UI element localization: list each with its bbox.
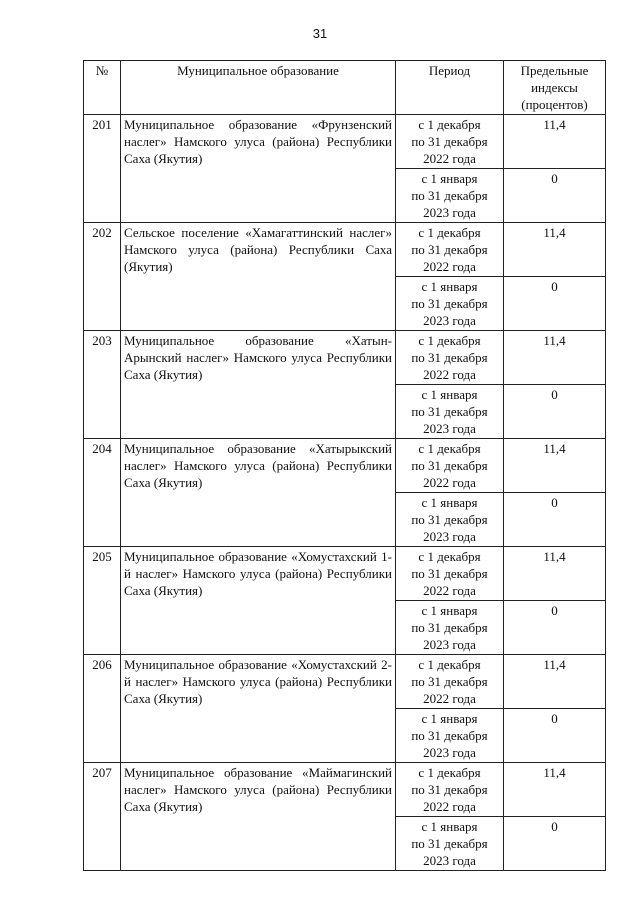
period-line: с 1 января bbox=[421, 387, 478, 402]
header-municipality: Муниципальное образование bbox=[121, 61, 396, 115]
period-line: с 1 января bbox=[421, 819, 478, 834]
period-line: по 31 декабря bbox=[411, 728, 488, 743]
period-cell bbox=[396, 817, 504, 871]
municipality-name: Муниципальное образование «Хатырыкский наслег» Намского улуса (района) Республики Саха (Якутия) bbox=[121, 439, 396, 547]
header-num: № bbox=[84, 61, 121, 115]
period-cell bbox=[396, 655, 504, 709]
period-cell bbox=[396, 169, 504, 223]
period-line: по 31 декабря bbox=[411, 512, 488, 527]
period-line: 2022 года bbox=[423, 367, 476, 382]
index-value: 0 bbox=[504, 169, 606, 223]
period-line: с 1 января bbox=[421, 603, 478, 618]
index-value: 11,4 bbox=[504, 763, 606, 817]
period-line: с 1 января bbox=[421, 171, 478, 186]
period-cell bbox=[396, 439, 504, 493]
index-value: 0 bbox=[504, 385, 606, 439]
period-cell bbox=[396, 601, 504, 655]
period-line: с 1 января bbox=[421, 279, 478, 294]
table-row bbox=[84, 655, 606, 709]
period-line: 2022 года bbox=[423, 691, 476, 706]
period-line: по 31 декабря bbox=[411, 188, 488, 203]
header-row bbox=[84, 61, 606, 115]
period-line: по 31 декабря bbox=[411, 350, 488, 365]
period-line: 2023 года bbox=[423, 745, 476, 760]
municipality-name: Муниципальное образование «Хатын-Арынский наслег» Намского улуса Республики Саха (Якутия) bbox=[121, 331, 396, 439]
municipality-name: Муниципальное образование «Маймагинский наслег» Намского улуса (района) Республики Саха (Якутия) bbox=[121, 763, 396, 871]
period-line: с 1 декабря bbox=[418, 657, 481, 672]
period-cell bbox=[396, 547, 504, 601]
period-line: по 31 декабря bbox=[411, 782, 488, 797]
index-value: 0 bbox=[504, 709, 606, 763]
period-line: по 31 декабря bbox=[411, 296, 488, 311]
municipality-name: Сельское поселение «Хамагаттинский наслег» Намского улуса (района) Республики Саха (Якутия) bbox=[121, 223, 396, 331]
period-line: по 31 декабря bbox=[411, 458, 488, 473]
index-value: 11,4 bbox=[504, 115, 606, 169]
index-value: 11,4 bbox=[504, 439, 606, 493]
period-line: с 1 декабря bbox=[418, 549, 481, 564]
table-row bbox=[84, 547, 606, 601]
municipality-name: Муниципальное образование «Хомустахский 1-й наслег» Намского улуса (района) Республики Саха (Якутия) bbox=[121, 547, 396, 655]
row-number: 205 bbox=[84, 547, 121, 655]
period-line: по 31 декабря bbox=[411, 134, 488, 149]
table-row bbox=[84, 223, 606, 277]
period-line: 2022 года bbox=[423, 259, 476, 274]
period-line: 2023 года bbox=[423, 421, 476, 436]
table-row bbox=[84, 763, 606, 817]
row-number: 201 bbox=[84, 115, 121, 223]
period-line: с 1 декабря bbox=[418, 441, 481, 456]
period-line: 2022 года bbox=[423, 583, 476, 598]
period-line: 2022 года bbox=[423, 799, 476, 814]
period-line: по 31 декабря bbox=[411, 404, 488, 419]
period-line: по 31 декабря bbox=[411, 566, 488, 581]
period-line: по 31 декабря bbox=[411, 836, 488, 851]
index-value: 0 bbox=[504, 601, 606, 655]
table-row bbox=[84, 439, 606, 493]
period-line: 2023 года bbox=[423, 313, 476, 328]
period-cell bbox=[396, 763, 504, 817]
index-value: 0 bbox=[504, 493, 606, 547]
period-cell bbox=[396, 223, 504, 277]
table-row bbox=[84, 331, 606, 385]
period-cell bbox=[396, 493, 504, 547]
period-line: 2023 года bbox=[423, 205, 476, 220]
period-line: с 1 декабря bbox=[418, 333, 481, 348]
period-line: по 31 декабря bbox=[411, 620, 488, 635]
index-value: 11,4 bbox=[504, 547, 606, 601]
index-value: 11,4 bbox=[504, 655, 606, 709]
period-cell bbox=[396, 709, 504, 763]
period-cell bbox=[396, 277, 504, 331]
period-line: с 1 декабря bbox=[418, 117, 481, 132]
period-line: по 31 декабря bbox=[411, 674, 488, 689]
index-value: 11,4 bbox=[504, 223, 606, 277]
period-line: с 1 декабря bbox=[418, 765, 481, 780]
period-line: 2023 года bbox=[423, 853, 476, 868]
municipality-name: Муниципальное образование «Хомустахский 2-й наслег» Намского улуса (района) Республики Саха (Якутия) bbox=[121, 655, 396, 763]
header-period: Период bbox=[396, 61, 504, 115]
page-number: 31 bbox=[312, 26, 328, 41]
period-line: с 1 января bbox=[421, 495, 478, 510]
row-number: 207 bbox=[84, 763, 121, 871]
municipality-name: Муниципальное образование «Фрунзенский наслег» Намского улуса (района) Республики Саха (Якутия) bbox=[121, 115, 396, 223]
period-line: по 31 декабря bbox=[411, 242, 488, 257]
index-value: 0 bbox=[504, 817, 606, 871]
period-line: с 1 января bbox=[421, 711, 478, 726]
indices-table bbox=[83, 60, 606, 871]
period-line: 2023 года bbox=[423, 637, 476, 652]
row-number: 206 bbox=[84, 655, 121, 763]
table-row bbox=[84, 115, 606, 169]
period-line: 2022 года bbox=[423, 475, 476, 490]
index-value: 11,4 bbox=[504, 331, 606, 385]
row-number: 204 bbox=[84, 439, 121, 547]
period-cell bbox=[396, 331, 504, 385]
table-body bbox=[84, 115, 606, 871]
index-value: 0 bbox=[504, 277, 606, 331]
period-cell bbox=[396, 115, 504, 169]
period-line: 2023 года bbox=[423, 529, 476, 544]
period-cell bbox=[396, 385, 504, 439]
row-number: 202 bbox=[84, 223, 121, 331]
row-number: 203 bbox=[84, 331, 121, 439]
period-line: 2022 года bbox=[423, 151, 476, 166]
header-index: Предельные индексы (процентов) bbox=[504, 61, 606, 115]
period-line: с 1 декабря bbox=[418, 225, 481, 240]
